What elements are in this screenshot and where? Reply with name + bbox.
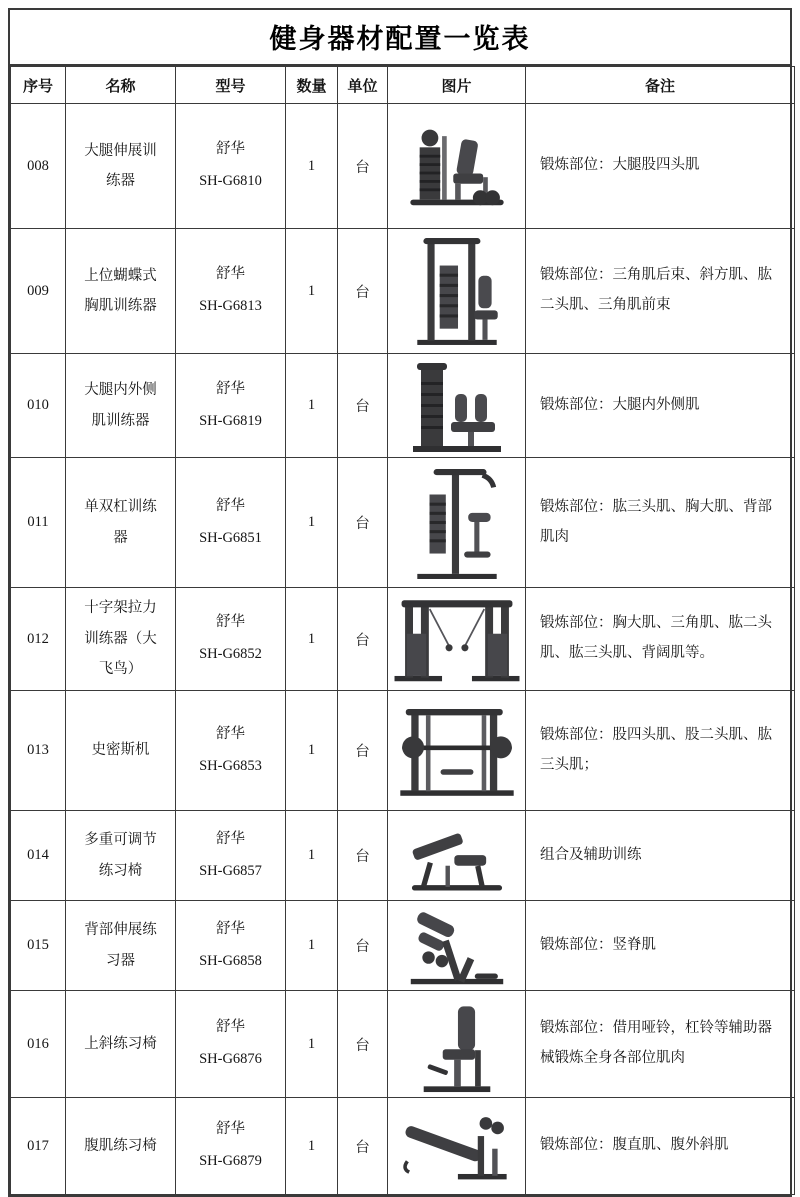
table-row bbox=[11, 1098, 795, 1195]
cell-serial-number: 009 bbox=[11, 229, 66, 354]
cell-serial-number: 011 bbox=[11, 458, 66, 588]
cell-remark: 锻炼部位：大腿股四头肌 bbox=[526, 104, 795, 229]
model-code-text: SH-G6857 bbox=[199, 862, 262, 879]
cell-equipment-name: 大腿伸展训练器 bbox=[66, 104, 176, 229]
cell-equipment-name: 单双杠训练器 bbox=[66, 458, 176, 588]
cell-unit: 台 bbox=[338, 229, 388, 354]
cell-unit: 台 bbox=[338, 588, 388, 691]
equipment-table bbox=[10, 66, 795, 1195]
decline-ab-bench-image bbox=[388, 1109, 525, 1183]
brand-text: 舒华 bbox=[216, 830, 245, 847]
brand-text: 舒华 bbox=[216, 920, 245, 937]
brand-text: 舒华 bbox=[216, 1019, 245, 1036]
cell-equipment-name: 多重可调节练习椅 bbox=[66, 811, 176, 901]
cell-model bbox=[176, 354, 286, 458]
cell-image bbox=[388, 1098, 526, 1195]
table-row bbox=[11, 229, 795, 354]
cell-remark: 锻炼部位：肱三头肌、胸大肌、背部肌肉 bbox=[526, 458, 795, 588]
table-row bbox=[11, 588, 795, 691]
cell-serial-number: 015 bbox=[11, 901, 66, 991]
header-unit: 单位 bbox=[338, 67, 388, 104]
cell-quantity: 1 bbox=[286, 354, 338, 458]
leg-extension-machine-image bbox=[388, 116, 525, 216]
cell-quantity: 1 bbox=[286, 991, 338, 1098]
cell-remark: 锻炼部位：三角肌后束、斜方肌、肱二头肌、三角肌前束 bbox=[526, 229, 795, 354]
header-serial: 序号 bbox=[11, 67, 66, 104]
cell-quantity: 1 bbox=[286, 588, 338, 691]
back-extension-bench-image bbox=[388, 906, 525, 986]
cell-remark: 锻炼部位：竖脊肌 bbox=[526, 901, 795, 991]
cell-image bbox=[388, 229, 526, 354]
cable-crossover-machine-image bbox=[388, 595, 525, 683]
cell-unit: 台 bbox=[338, 354, 388, 458]
brand-text: 舒华 bbox=[216, 497, 245, 514]
cell-model bbox=[176, 588, 286, 691]
model-code-text: SH-G6810 bbox=[199, 173, 262, 189]
adjustable-bench-image bbox=[388, 818, 525, 894]
cell-model bbox=[176, 691, 286, 811]
cell-image bbox=[388, 458, 526, 588]
model-code-text: SH-G6879 bbox=[199, 1153, 262, 1169]
cell-unit: 台 bbox=[338, 104, 388, 229]
model-code-text: SH-G6853 bbox=[199, 757, 262, 774]
cell-image bbox=[388, 354, 526, 458]
cell-image bbox=[388, 811, 526, 901]
model-code-text: SH-G6813 bbox=[199, 298, 262, 314]
cell-model bbox=[176, 229, 286, 354]
table-row bbox=[11, 354, 795, 458]
cell-serial-number: 010 bbox=[11, 354, 66, 458]
brand-text: 舒华 bbox=[216, 266, 245, 283]
cell-quantity: 1 bbox=[286, 811, 338, 901]
cell-unit: 台 bbox=[338, 458, 388, 588]
cell-serial-number: 017 bbox=[11, 1098, 66, 1195]
cell-unit: 台 bbox=[338, 1098, 388, 1195]
page-title: 健身器材配置一览表 bbox=[10, 10, 790, 66]
smith-machine-image bbox=[388, 704, 525, 798]
cell-remark: 锻炼部位：借用哑铃，杠铃等辅助器械锻炼全身各部位肌肉 bbox=[526, 991, 795, 1098]
cell-serial-number: 013 bbox=[11, 691, 66, 811]
brand-text: 舒华 bbox=[216, 725, 245, 742]
table-row bbox=[11, 691, 795, 811]
cell-quantity: 1 bbox=[286, 104, 338, 229]
model-code-text: SH-G6852 bbox=[199, 646, 262, 662]
header-remark: 备注 bbox=[526, 67, 795, 104]
cell-image bbox=[388, 588, 526, 691]
header-image: 图片 bbox=[388, 67, 526, 104]
cell-image bbox=[388, 104, 526, 229]
cell-model bbox=[176, 811, 286, 901]
cell-remark: 锻炼部位：股四头肌、股二头肌、肱三头肌； bbox=[526, 691, 795, 811]
cell-quantity: 1 bbox=[286, 229, 338, 354]
cell-model bbox=[176, 901, 286, 991]
cell-equipment-name: 腹肌练习椅 bbox=[66, 1098, 176, 1195]
header-name: 名称 bbox=[66, 67, 176, 104]
cell-serial-number: 016 bbox=[11, 991, 66, 1098]
pec-fly-machine-image bbox=[388, 235, 525, 347]
brand-text: 舒华 bbox=[216, 380, 245, 397]
brand-text: 舒华 bbox=[216, 614, 245, 631]
chin-dip-machine-image bbox=[388, 466, 525, 580]
cell-serial-number: 014 bbox=[11, 811, 66, 901]
cell-unit: 台 bbox=[338, 811, 388, 901]
cell-model bbox=[176, 991, 286, 1098]
cell-image bbox=[388, 991, 526, 1098]
cell-equipment-name: 大腿内外侧肌训练器 bbox=[66, 354, 176, 458]
incline-chair-image bbox=[388, 995, 525, 1093]
cell-equipment-name: 上位蝴蝶式胸肌训练器 bbox=[66, 229, 176, 354]
table-row bbox=[11, 991, 795, 1098]
cell-image bbox=[388, 901, 526, 991]
cell-equipment-name: 史密斯机 bbox=[66, 691, 176, 811]
brand-text: 舒华 bbox=[216, 141, 245, 158]
cell-model bbox=[176, 1098, 286, 1195]
header-model: 型号 bbox=[176, 67, 286, 104]
cell-unit: 台 bbox=[338, 991, 388, 1098]
cell-equipment-name: 背部伸展练习器 bbox=[66, 901, 176, 991]
cell-image bbox=[388, 691, 526, 811]
cell-quantity: 1 bbox=[286, 691, 338, 811]
cell-model bbox=[176, 458, 286, 588]
cell-remark: 锻炼部位：腹直肌、腹外斜肌 bbox=[526, 1098, 795, 1195]
cell-remark: 锻炼部位：大腿内外侧肌 bbox=[526, 354, 795, 458]
cell-unit: 台 bbox=[338, 691, 388, 811]
cell-model bbox=[176, 104, 286, 229]
cell-serial-number: 008 bbox=[11, 104, 66, 229]
model-code-text: SH-G6851 bbox=[199, 529, 262, 546]
model-code-text: SH-G6876 bbox=[199, 1051, 262, 1067]
header-qty: 数量 bbox=[286, 67, 338, 104]
cell-unit: 台 bbox=[338, 901, 388, 991]
brand-text: 舒华 bbox=[216, 1121, 245, 1138]
model-code-text: SH-G6858 bbox=[199, 952, 262, 969]
cell-remark: 锻炼部位：胸大肌、三角肌、肱二头肌、肱三头肌、背阔肌等。 bbox=[526, 588, 795, 691]
thigh-abductor-machine-image bbox=[388, 358, 525, 453]
equipment-config-sheet bbox=[8, 8, 792, 1197]
cell-quantity: 1 bbox=[286, 458, 338, 588]
cell-quantity: 1 bbox=[286, 901, 338, 991]
table-row bbox=[11, 458, 795, 588]
table-row bbox=[11, 811, 795, 901]
cell-quantity: 1 bbox=[286, 1098, 338, 1195]
cell-remark: 组合及辅助训练 bbox=[526, 811, 795, 901]
cell-equipment-name: 上斜练习椅 bbox=[66, 991, 176, 1098]
cell-serial-number: 012 bbox=[11, 588, 66, 691]
table-row bbox=[11, 901, 795, 991]
model-code-text: SH-G6819 bbox=[199, 412, 262, 429]
cell-equipment-name: 十字架拉力训练器（大飞鸟） bbox=[66, 588, 176, 691]
table-row bbox=[11, 104, 795, 229]
header-row bbox=[11, 67, 795, 104]
